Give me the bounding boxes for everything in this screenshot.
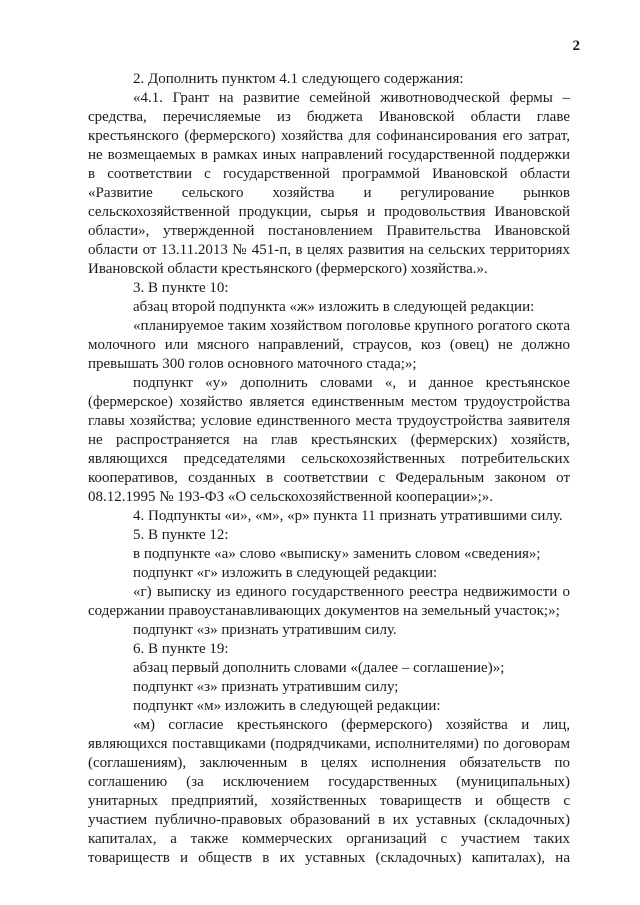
paragraph-item-6: 6. В пункте 19: [133,641,229,657]
paragraph-item-5: 5. В пункте 12: [133,527,229,543]
page-number: 2 [572,38,580,54]
paragraph-item-6-first: абзац первый дополнить словами «(далее – соглашение)»; [133,660,505,676]
paragraph-item-6-m: подпункт «м» изложить в следующей редакции: [133,698,441,714]
paragraph-item-3-zh-text: «планируемое таким хозяйством поголовье крупного рогатого скота молочного или мясного направлений, страусов, коз (овец) не должно превышать 300 голов основного маточного стада;»; [88,318,570,372]
paragraph-item-5-z: подпункт «з» признать утратившим силу. [133,622,397,638]
paragraph-item-5-g-text: «г) выписку из единого государственного реестра недвижимости о содержании правоустанавливающих документов на земельный участок;»; [88,584,570,619]
paragraph-item-3: 3. В пункте 10: [133,280,229,296]
paragraph-item-5-g: подпункт «г» изложить в следующей редакции: [133,565,438,581]
paragraph-item-3-u-text: подпункт «у» дополнить словами «, и данное крестьянское (фермерское) хозяйство является единственным местом трудоустройства главы хозяйства; условие единственного места трудоустройства заявителя не распространяется на глав крестьянских (фермерских) хозяйств, являющихся председателями сельскохозяйственных потребительских кооперативов, созданных в соответствии с Федеральным законом от 08.12.1995 № 193-ФЗ «О сельскохозяйственной кооперации»;». [88,375,570,505]
paragraph-item-4-1-text: «4.1. Грант на развитие семейной животноводческой фермы – средства, перечисляемые из бюджета Ивановской области главе крестьянского (фермерского) хозяйства для софинансирования его затрат, не возмещаемых в рамках иных направлений государственной поддержки в соответствии с государственной программой Ивановской области «Развитие сельского хозяйства и регулирование рынков сельскохозяйственной продукции, сырья и продовольствия Ивановской области», утвержденной постановлением Правительства Ивановской области от 13.11.2013 № 451-п, в целях развития на сельских территориях Ивановской области крестьянского (фермерского) хозяйства.». [88,90,570,277]
document-body [88,70,570,868]
paragraph-item-6-m-text: «м) согласие крестьянского (фермерского) хозяйства и лиц, являющихся поставщиками (подрядчиками, исполнителями) по договорам (соглашениям), заключенным в целях исполнения обязательств по соглашению (за исключением государственных (муниципальных) унитарных предприятий, хозяйственных товариществ и обществ с участием публично-правовых образований в их уставных (складочных) капиталах, а также коммерческих организаций с участием таких товариществ и обществ в их уставных (складочных) капиталах), на [88,717,570,866]
paragraph-item-3-subparagraph-zh: абзац второй подпункта «ж» изложить в следующей редакции: [133,299,535,315]
paragraph-item-2: 2. Дополнить пунктом 4.1 следующего содержания: [133,71,464,87]
paragraph-item-6-z: подпункт «з» признать утратившим силу; [133,679,399,695]
paragraph-item-5-a: в подпункте «а» слово «выписку» заменить словом «сведения»; [133,546,541,562]
paragraph-item-4: 4. Подпункты «и», «м», «р» пункта 11 признать утратившими силу. [133,508,563,524]
